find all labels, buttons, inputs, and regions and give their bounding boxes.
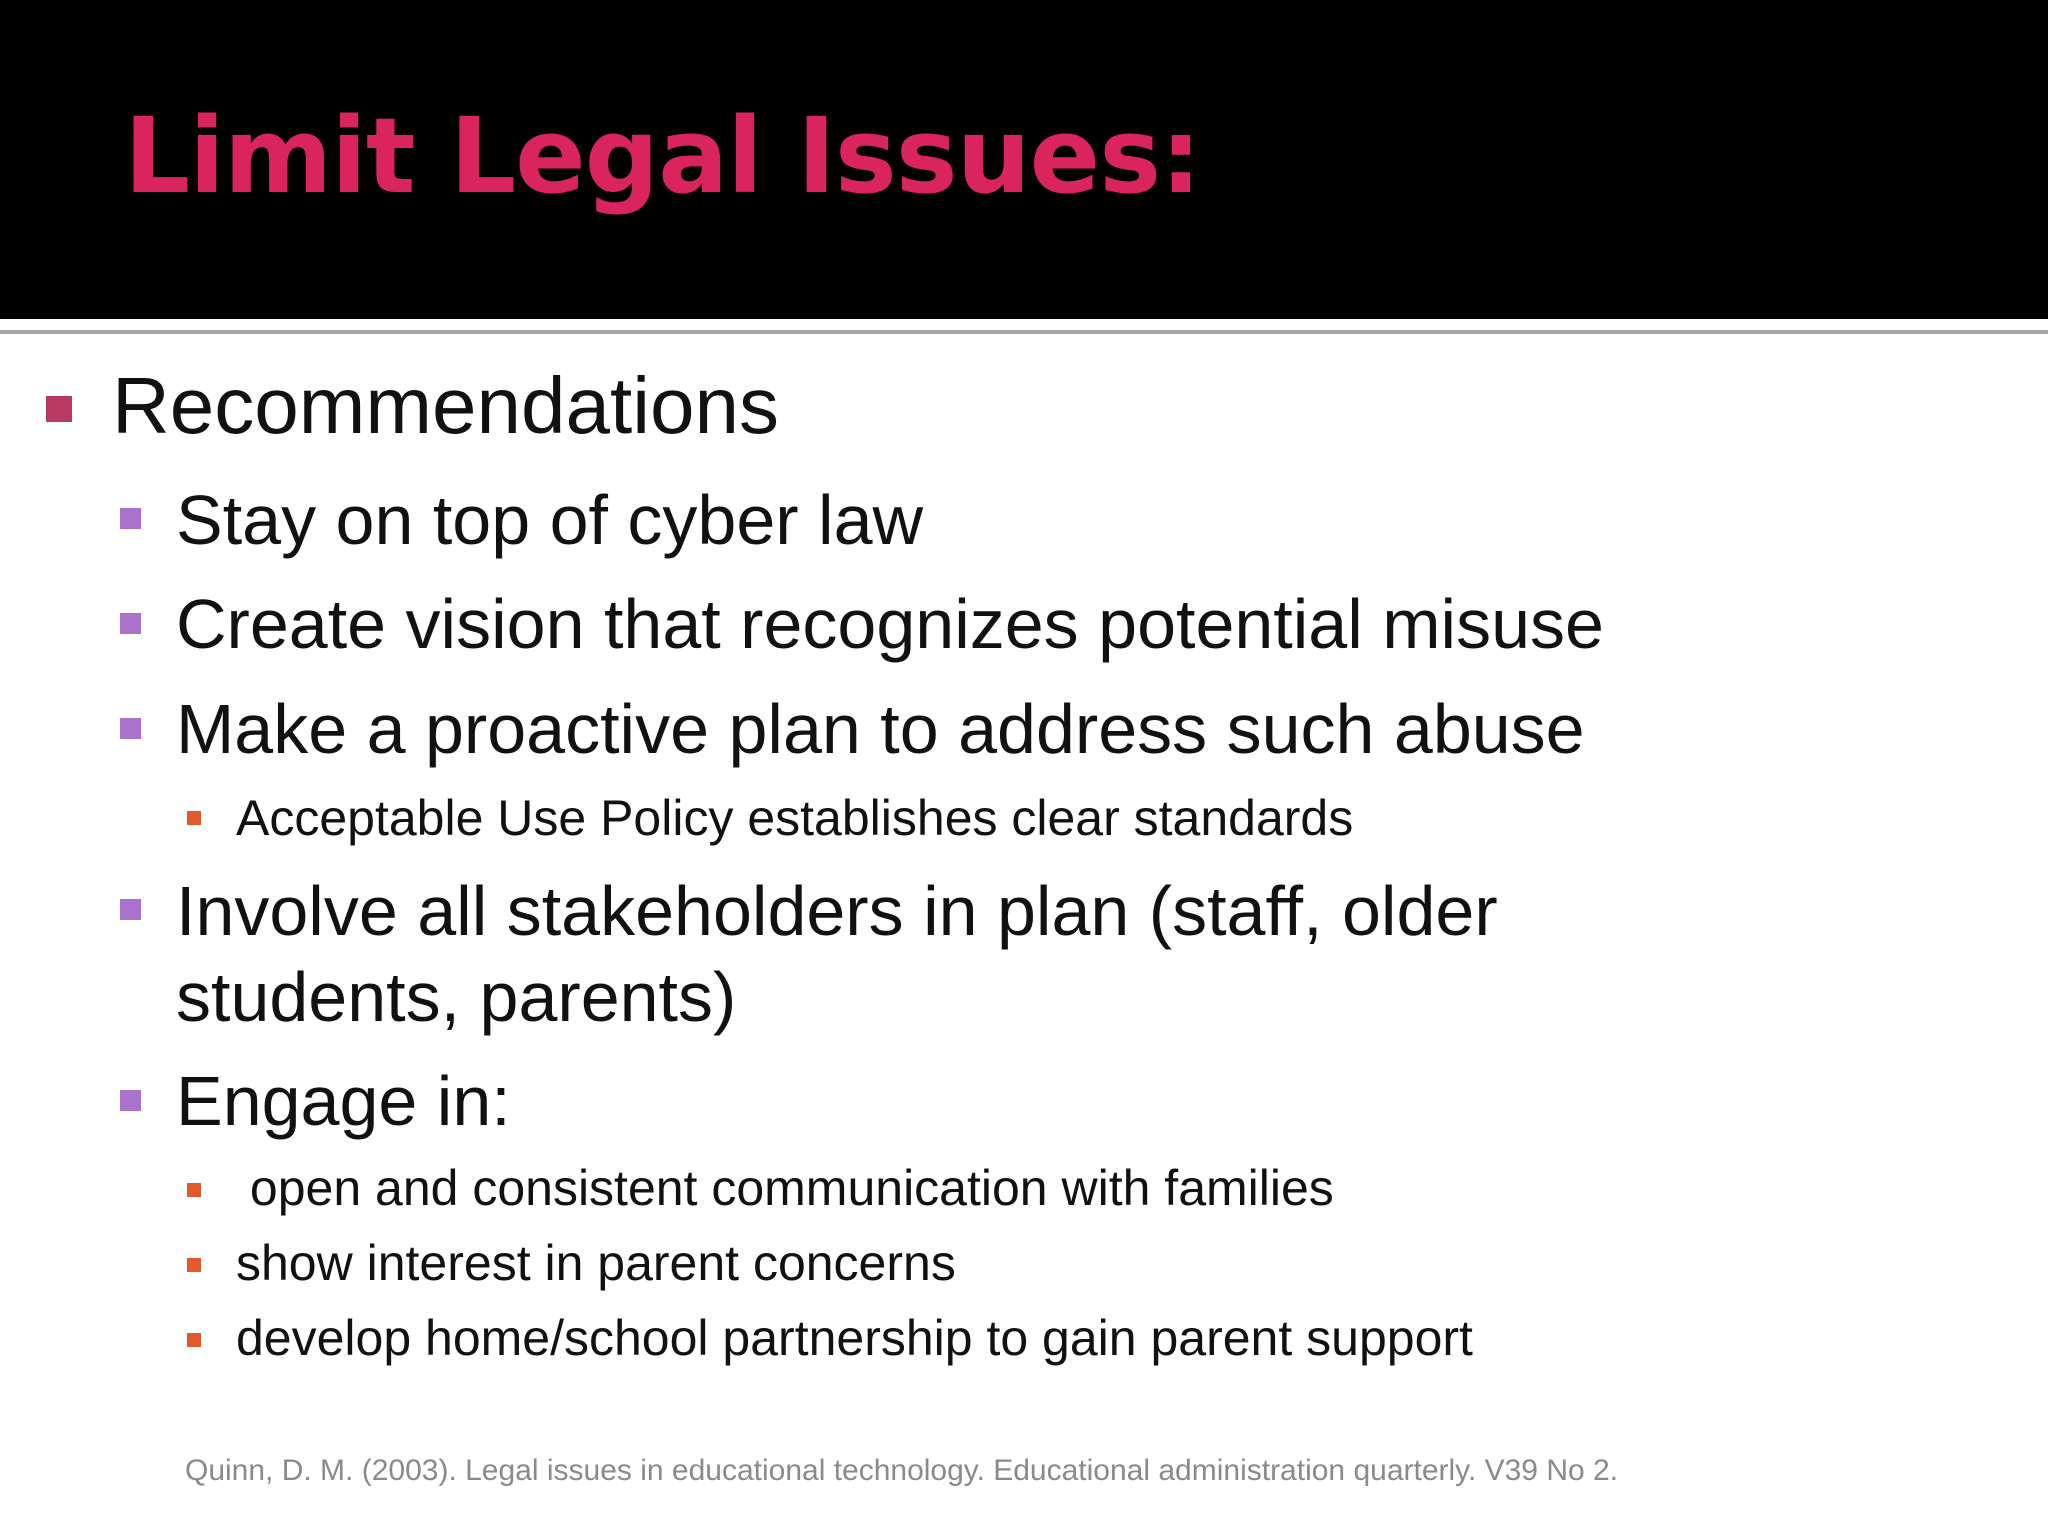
subbullet-acceptable-use: Acceptable Use Policy establishes clear standards [236, 790, 1354, 846]
level3-bullet-icon [187, 1258, 201, 1272]
bullet-involve-stakeholders-line1: Involve all stakeholders in plan (staff, older [176, 872, 1498, 950]
slide-title: Limit Legal Issues: [124, 95, 1201, 217]
level1-bullet-icon [46, 396, 72, 422]
level2-bullet-icon [120, 1090, 141, 1111]
divider-line [0, 330, 2048, 334]
level3-bullet-icon [187, 1183, 201, 1197]
bullet-proactive-plan: Make a proactive plan to address such abuse [176, 690, 1585, 768]
divider-gap [0, 319, 2048, 329]
title-bar [0, 0, 2048, 319]
bullet-involve-stakeholders-line2: students, parents) [176, 958, 737, 1036]
level2-bullet-icon [120, 613, 141, 634]
level2-bullet-icon [120, 899, 141, 920]
bullet-stay-on-top: Stay on top of cyber law [176, 481, 924, 559]
subbullet-home-school: develop home/school partnership to gain parent support [236, 1310, 1473, 1366]
subbullet-show-interest: show interest in parent concerns [236, 1235, 956, 1291]
bullet-engage-in: Engage in: [176, 1062, 511, 1140]
heading-recommendations: Recommendations [112, 361, 779, 450]
subbullet-open-communication: open and consistent communication with families [236, 1160, 1334, 1216]
citation: Quinn, D. M. (2003). Legal issues in educational technology. Educational administration quarterly. V39 No 2. [185, 1454, 1619, 1487]
bullet-create-vision: Create vision that recognizes potential misuse [176, 585, 1604, 663]
level3-bullet-icon [187, 811, 201, 825]
level3-bullet-icon [187, 1333, 201, 1347]
level2-bullet-icon [120, 508, 141, 529]
level2-bullet-icon [120, 718, 141, 739]
